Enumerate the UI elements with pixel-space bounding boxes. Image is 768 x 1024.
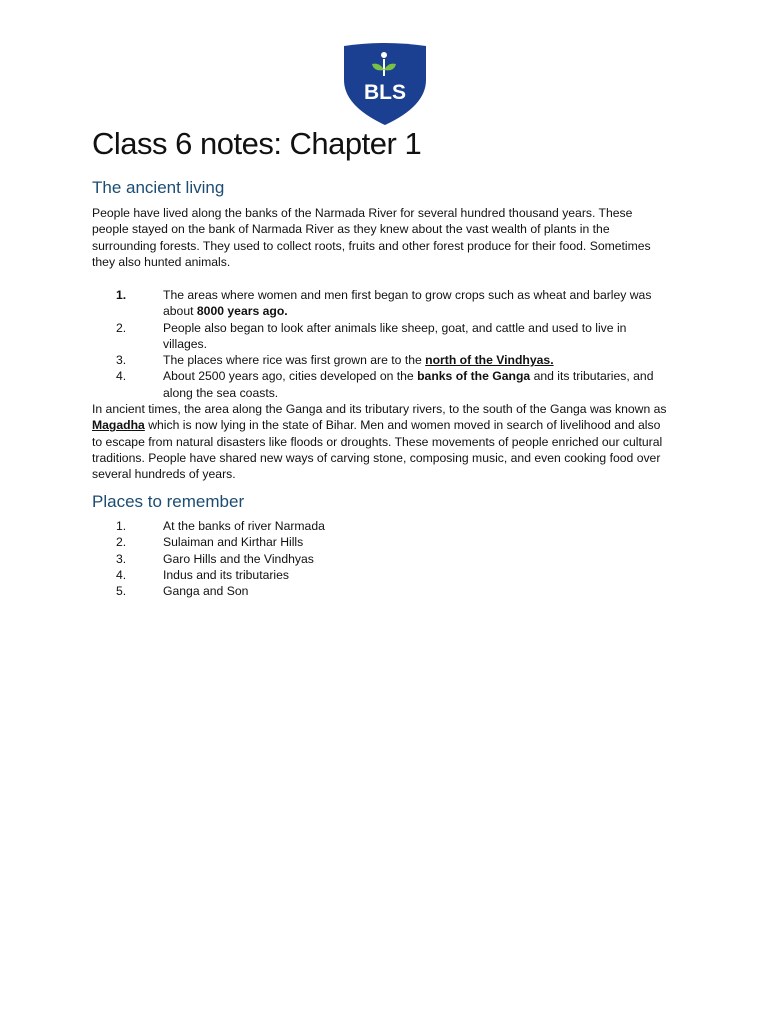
list-item-number: 5. bbox=[116, 584, 127, 599]
list-item-number: 2. bbox=[116, 320, 127, 335]
list-item-emphasis: 8000 years ago. bbox=[196, 304, 288, 319]
paragraph-text: which is now lying in the state of Bihar. Men and women moved in search of livelihood and also to escape from natural disasters like floods or droughts. These movements of people enriched our cultural traditions. People have shared new ways of carving stone, composing music, and even cooking food over several hundreds of years. bbox=[92, 418, 663, 482]
list-item bbox=[92, 567, 672, 583]
page-title: Class 6 notes: Chapter 1 bbox=[92, 126, 422, 161]
logo-text: BLS bbox=[364, 81, 406, 104]
list-item-emphasis: north of the Vindhyas. bbox=[425, 353, 554, 368]
list-item-number: 1. bbox=[116, 519, 127, 533]
list-item-text: and its tributaries, and along the sea coasts. bbox=[163, 369, 654, 400]
section-heading-places: Places to remember bbox=[92, 492, 245, 511]
list-item-text: People also began to look after animals like sheep, goat, and cattle and used to live in villages. bbox=[163, 320, 627, 351]
list-item-number: 3. bbox=[116, 353, 127, 368]
list-item bbox=[92, 287, 672, 320]
list-item bbox=[92, 320, 672, 353]
list-item-text: Indus and its tributaries bbox=[163, 567, 290, 582]
list-item-text: The areas where women and men first began to grow crops such as wheat and barley was about bbox=[163, 288, 652, 319]
list-item-text: Sulaiman and Kirthar Hills bbox=[163, 535, 304, 550]
list-item-text: At the banks of river Narmada bbox=[163, 519, 325, 533]
list-item bbox=[92, 352, 672, 368]
list-item-text: Ganga and Son bbox=[163, 584, 249, 599]
list-item-number: 4. bbox=[116, 567, 127, 582]
list-item bbox=[92, 583, 672, 599]
list-item-number: 1. bbox=[116, 288, 127, 302]
list-item bbox=[92, 368, 672, 401]
places-list bbox=[92, 518, 672, 599]
section-heading-ancient-living: The ancient living bbox=[92, 178, 225, 197]
list-item-text: The places where rice was first grown are to the bbox=[163, 353, 426, 368]
list-item-text: Garo Hills and the Vindhyas bbox=[163, 551, 314, 566]
shield-icon bbox=[342, 42, 428, 126]
bls-logo bbox=[342, 42, 428, 126]
paragraph-emphasis: Magadha bbox=[92, 418, 145, 433]
list-item-text: About 2500 years ago, cities developed on the bbox=[163, 369, 418, 384]
facts-list bbox=[92, 287, 672, 401]
list-item-number: 4. bbox=[116, 369, 127, 384]
list-item-emphasis: banks of the Ganga bbox=[417, 369, 531, 384]
intro-paragraph: People have lived along the banks of the Narmada River for several hundred thousand years. These people stayed on the bank of Narmada River as they knew about the vast wealth of plants in the surrounding forests. They used to collect roots, fruits and other forest produce for their food. Sometimes they also hunted animals. bbox=[92, 206, 651, 269]
magadha-paragraph bbox=[92, 401, 672, 482]
list-item bbox=[92, 534, 672, 550]
list-item bbox=[92, 551, 672, 567]
list-item-number: 2. bbox=[116, 535, 127, 550]
list-item bbox=[92, 518, 672, 534]
list-item-number: 3. bbox=[116, 551, 127, 566]
paragraph-text: In ancient times, the area along the Ganga and its tributary rivers, to the south of the Ganga was known as bbox=[92, 402, 667, 416]
